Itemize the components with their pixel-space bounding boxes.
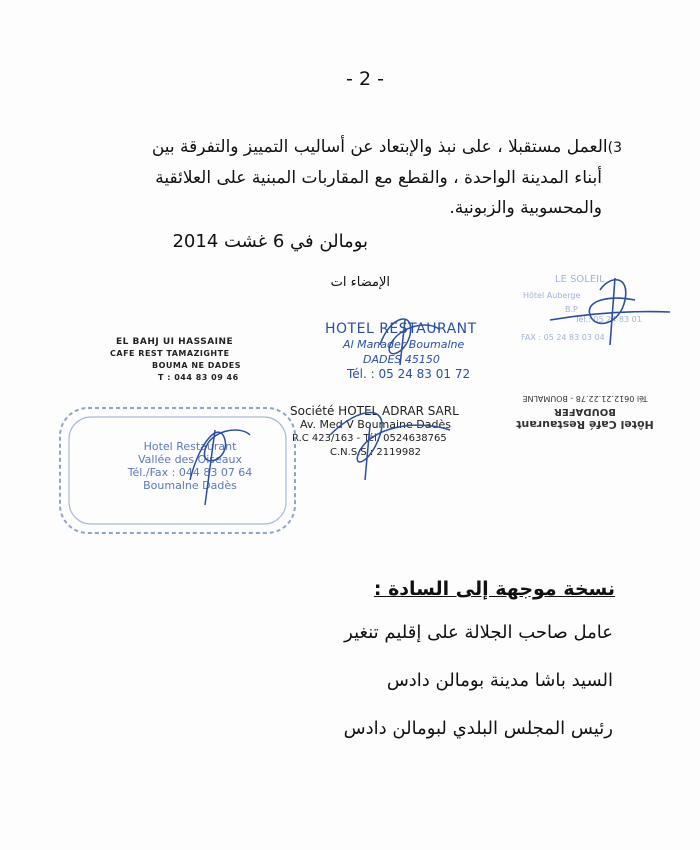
paragraph-line-1: 3)العمل مستقبلا ، على نبذ والإبتعاد عن أساليب التمييز والتفرقة بين xyxy=(151,137,622,157)
paragraph-line-2: أبناء المدينة الواحدة ، والقطع مع المقاربات المبنية على العلائقية xyxy=(155,168,602,188)
stamp-el-bahja: EL BAHJ UI HASSAINE CAFE REST TAMAZIGHTE BOUMA NE DADES T : 044 83 09 46 xyxy=(110,337,241,382)
signature-vallee xyxy=(160,410,260,510)
cc-recipient-3: رئيس المجلس البلدي لبومالن دادس xyxy=(343,718,613,739)
signature-hotel-restaurant xyxy=(360,305,460,375)
stamp-cafe-restaurant-mirrored: Hôtel Café Restaurant BOUDAFER Tél 0612.21.22.78 - BOUMALNE xyxy=(516,394,654,431)
stamp-hotel-restaurant: HOTEL RESTAURANT Al Manader Boumalne DADES 45150 Tél. : 05 24 83 01 72 xyxy=(325,321,477,381)
cc-title: نسخة موجهة إلى السادة : xyxy=(373,578,615,600)
paragraph-line-3: والمحسوبية والزبونية. xyxy=(449,198,602,218)
signatures-label: الإمضاء ات xyxy=(330,275,390,290)
stamp-adrar: Société HOTEL ADRAR SARL Av. Med V Boumaine Dadès R.C 423/163 - Tél. 0524638765 C.N.S.S : 2119982 xyxy=(290,404,459,458)
paragraph-3 xyxy=(60,132,622,223)
cc-recipient-1: عامل صاحب الجلالة على إقليم تنغير xyxy=(344,622,613,643)
stamp-le-soleil: LE SOLEIL Hôtel Auberge B.P Tél.: 05 24 83 01 FAX : 05 24 83 03 04 xyxy=(521,274,642,342)
cc-recipient-2: السيد باشا مدينة بومالن دادس xyxy=(386,670,613,691)
page-number: - 2 - xyxy=(346,68,384,90)
signature-le-soleil xyxy=(540,270,680,360)
date-line: بومالن في 6 غشت 2014 xyxy=(172,231,368,252)
signature-adrar xyxy=(320,395,460,485)
paragraph-number: 3) xyxy=(607,140,622,156)
stamp-vallee: Hotel Restaurant Vallée des Oiseaux Tél./Fax : 044 83 07 64 Boumalne Dadès xyxy=(127,440,253,492)
